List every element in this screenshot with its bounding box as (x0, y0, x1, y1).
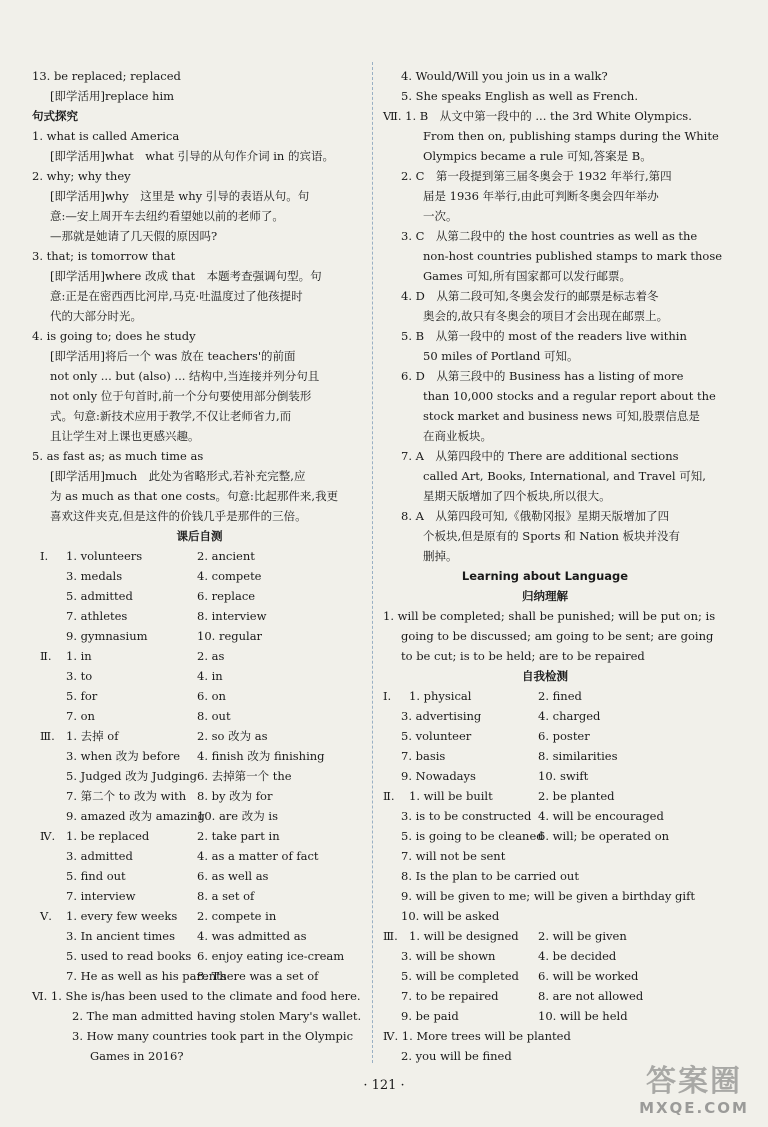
answer-text: 1. 去掉 of (66, 729, 119, 743)
answer-row (32, 826, 367, 846)
answer-line: 奥会的,故只有冬奥会的项目才会出现在邮票上。 (423, 309, 669, 323)
answer-line: 届是 1936 年举行,由此可判断冬奥会四年举办 (423, 189, 659, 203)
answer-line: not only ... but (also) ... 结构中,当连接并列分句且 (50, 369, 320, 383)
answer-cell-left (32, 706, 197, 726)
section-numeral: Ⅲ. (40, 729, 55, 743)
answer-line: 意:—安上周开车去纽约看望她以前的老师了。 (50, 209, 284, 223)
answer-text: 5. used to read books (66, 949, 192, 963)
answer-text: 7. on (66, 709, 95, 723)
answer-line: 1. will be completed; shall be punished; will be put on; is (383, 609, 716, 623)
answer-text: 1. physical (409, 689, 472, 703)
answer-cell-left (32, 766, 197, 786)
answer-text: 9. amazed 改为 amazing (66, 809, 205, 823)
answer-row (32, 606, 367, 626)
answer-line: 喜欢这件夹克,但是这件的价钱几乎是那件的三倍。 (50, 509, 307, 523)
section-heading: 句式探究 (32, 109, 78, 123)
answer-cell-left (32, 886, 197, 906)
section-heading: Learning about Language (461, 569, 629, 583)
answer-text: 5. volunteer (401, 729, 472, 743)
answer-cell-left (383, 986, 538, 1006)
answer-text: 7. He as well as his parents (66, 969, 227, 983)
answer-row (383, 1006, 707, 1026)
answer-cell-right: 6. will be worked (538, 969, 639, 983)
answer-cell-left (383, 706, 538, 726)
answer-cell-left (383, 766, 538, 786)
answer-cell-left (383, 786, 538, 806)
answer-line: non-host countries published stamps to mark those (423, 249, 723, 263)
answer-cell-right: 10. swift (538, 769, 589, 783)
answer-cell-left (32, 726, 197, 746)
answer-text: 7. basis (401, 749, 446, 763)
answer-cell-right: 8. by 改为 for (197, 789, 273, 803)
answer-cell-left (32, 826, 197, 846)
answer-line: 9. will be given to me; will be given a birthday gift (401, 889, 695, 903)
answer-row (32, 666, 367, 686)
answer-cell-left (383, 826, 544, 846)
answer-cell-left (383, 1006, 538, 1026)
answer-line: 3. How many countries took part in the Olympic (72, 1029, 354, 1043)
answer-cell-left (32, 906, 197, 926)
section-heading: 课后自测 (176, 529, 223, 543)
answer-cell-left (32, 546, 197, 566)
answer-row (383, 926, 707, 946)
answer-line: 式。句意:新技术应用于教学,不仅让老师省力,而 (50, 409, 292, 423)
answer-cell-right: 4. as a matter of fact (197, 849, 319, 863)
watermark-logo (634, 1065, 754, 1117)
answer-line: Ⅳ. 1. More trees will be planted (383, 1029, 571, 1043)
answer-cell-right: 4. be decided (538, 949, 617, 963)
answer-text: 7. to be repaired (401, 989, 499, 1003)
answer-cell-right: 2. compete in (197, 909, 277, 923)
answer-row (32, 786, 367, 806)
answer-row (32, 946, 367, 966)
answer-line: 13. be replaced; replaced (32, 69, 181, 83)
answer-cell-right: 8. There was a set of (197, 969, 319, 983)
answer-line: 10. will be asked (401, 909, 500, 923)
answer-line: 5. as fast as; as much time as (32, 449, 204, 463)
answer-line: 代的大部分时光。 (50, 309, 142, 323)
answer-line: 星期天版增加了四个板块,所以很大。 (423, 489, 611, 503)
answer-cell-right: 6. will; be operated on (538, 829, 670, 843)
answer-cell-left (32, 686, 197, 706)
answer-cell-right: 4. was admitted as (197, 929, 307, 943)
answer-text: 3. medals (66, 569, 123, 583)
answer-line: not only 位于句首时,前一个分句要使用部分倒装形 (50, 389, 312, 403)
answer-cell-right: 8. a set of (197, 889, 255, 903)
answer-cell-left (32, 646, 197, 666)
answer-line: 1. what is called America (32, 129, 180, 143)
answer-cell-right: 4. compete (197, 569, 262, 583)
answer-text: 7. athletes (66, 609, 128, 623)
answer-text: 9. Nowadays (401, 769, 476, 783)
section-heading: 自我检测 (522, 669, 568, 683)
answer-cell-right: 8. interview (197, 609, 267, 623)
answer-line: called Art, Books, International, and Travel 可知, (423, 469, 706, 483)
answer-text: 7. 第二个 to 改为 with (66, 789, 187, 803)
answer-text: 1. volunteers (66, 549, 143, 563)
answer-line: to be cut; is to be held; are to be repaired (401, 649, 645, 663)
answer-line: 2. why; why they (32, 169, 131, 183)
answer-row (32, 886, 367, 906)
answer-cell-left (32, 966, 227, 986)
answer-cell-left (32, 806, 205, 826)
answer-cell-right: 6. poster (538, 729, 590, 743)
answer-row (383, 946, 707, 966)
page-number: · 121 · (363, 1078, 405, 1093)
answer-cell-right: 6. on (197, 689, 226, 703)
answer-cell-left (383, 746, 538, 766)
answer-line: [即学活用]where 改成 that 本题考查强调句型。句 (50, 269, 322, 283)
answer-text: 1. every few weeks (66, 909, 178, 923)
section-numeral: Ⅱ. (40, 649, 52, 663)
answer-line: 2. C 第一段提到第三届冬奥会于 1932 年举行,第四 (401, 169, 672, 183)
answer-row (383, 986, 707, 1006)
answer-cell-left (383, 946, 538, 966)
answer-line: Games in 2016? (90, 1049, 184, 1063)
answer-row (32, 726, 367, 746)
answer-cell-left (32, 866, 197, 886)
answer-cell-right: 8. are not allowed (538, 989, 644, 1003)
answer-text: 5. admitted (66, 589, 133, 603)
answer-line: 为 as much as that one costs。句意:比起那件来,我更 (50, 489, 339, 503)
section-numeral: Ⅲ. (383, 929, 398, 943)
answer-row (32, 566, 367, 586)
right-column (383, 66, 723, 1066)
answer-line: [即学活用]much 此处为省略形式,若补充完整,应 (50, 469, 306, 483)
section-numeral: Ⅱ. (383, 789, 395, 803)
answer-row (32, 846, 367, 866)
answer-row (32, 686, 367, 706)
answer-text: 1. will be built (409, 789, 493, 803)
answer-row (32, 866, 367, 886)
answer-cell-left (32, 566, 197, 586)
answer-cell-right: 4. charged (538, 709, 601, 723)
answer-text: 3. advertising (401, 709, 482, 723)
answer-cell-right: 2. take part in (197, 829, 280, 843)
answer-cell-left (32, 786, 197, 806)
answer-cell-right: 2. will be given (538, 929, 627, 943)
answer-row (383, 766, 707, 786)
answer-row (32, 626, 367, 646)
answer-text: 5. is going to be cleaned (401, 829, 544, 843)
answer-line: [即学活用]what what 引导的从句作介词 in 的宾语。 (50, 149, 334, 163)
answer-cell-right: 10. regular (197, 629, 263, 643)
answer-line: From then on, publishing stamps during the White (423, 129, 719, 143)
answer-text: 9. be paid (401, 1009, 459, 1023)
answer-cell-right: 4. finish 改为 finishing (197, 749, 325, 763)
answer-row (383, 826, 707, 846)
answer-row (32, 966, 367, 986)
answer-line: 8. Is the plan to be carried out (401, 869, 579, 883)
answer-line: 个板块,但是原有的 Sports 和 Nation 板块并没有 (423, 529, 681, 543)
answer-row (383, 966, 707, 986)
section-numeral: Ⅳ. (40, 829, 56, 843)
answer-cell-left (383, 686, 538, 706)
answer-cell-right: 6. enjoy eating ice-cream (197, 949, 345, 963)
answer-line: stock market and business news 可知,股票信息是 (423, 409, 700, 423)
answer-line: 7. A 从第四段中的 There are additional sections (401, 449, 679, 463)
answer-text: 3. will be shown (401, 949, 496, 963)
answer-row (32, 806, 367, 826)
answer-text: 5. find out (66, 869, 126, 883)
answer-row (32, 706, 367, 726)
answer-row (32, 906, 367, 926)
answer-text: 1. in (66, 649, 92, 663)
answer-line: going to be discussed; am going to be sent; are going (401, 629, 714, 643)
answer-line: 3. C 从第二段中的 the host countries as well as the (401, 229, 698, 243)
answer-line: Games 可知,所有国家都可以发行邮票。 (423, 269, 631, 283)
answer-text: 5. Judged 改为 Judging (66, 769, 198, 783)
answer-line: 4. D 从第二段可知,冬奥会发行的邮票是标志着冬 (401, 289, 659, 303)
answer-text: 3. admitted (66, 849, 133, 863)
answer-line: 且让学生对上课也更感兴趣。 (50, 429, 200, 443)
answer-line: Olympics became a rule 可知,答案是 B。 (423, 149, 652, 163)
answer-row (383, 706, 707, 726)
answer-text: 3. to (66, 669, 93, 683)
watermark-text: 答案圈 (646, 1064, 742, 1099)
answer-line: 3. that; is tomorrow that (32, 249, 176, 263)
answer-cell-right: 8. out (197, 709, 231, 723)
answer-cell-left (32, 926, 197, 946)
answer-row (383, 746, 707, 766)
answer-text: 3. when 改为 before (66, 749, 181, 763)
answer-line: [即学活用]replace him (50, 89, 175, 103)
answer-line: [即学活用]将后一个 was 放在 teachers'的前面 (50, 349, 296, 363)
answer-cell-left (383, 966, 538, 986)
answer-line: Ⅶ. 1. B 从文中第一段中的 ... the 3rd White Olympics. (383, 109, 692, 123)
answer-text: 3. is to be constructed (401, 809, 532, 823)
answer-cell-right: 2. as (197, 649, 225, 663)
answer-text: 5. will be completed (401, 969, 519, 983)
answer-cell-right: 4. will be encouraged (538, 809, 664, 823)
watermark-url: MXQE.COM (639, 1099, 749, 1117)
answer-line: 4. Would/Will you join us in a walk? (401, 69, 608, 83)
answer-line: 50 miles of Portland 可知。 (423, 349, 579, 363)
answer-cell-left (383, 726, 538, 746)
answer-row (32, 746, 367, 766)
answer-line: 一次。 (423, 209, 458, 223)
section-numeral: Ⅰ. (383, 689, 392, 703)
answer-line: 7. will not be sent (401, 849, 506, 863)
section-heading: 归纳理解 (522, 589, 568, 603)
answer-cell-left (32, 606, 197, 626)
answer-line: Ⅵ. 1. She is/has been used to the climate and food here. (32, 989, 361, 1003)
answer-text: 7. interview (66, 889, 136, 903)
answer-row (32, 766, 367, 786)
answer-cell-right: 10. will be held (538, 1009, 628, 1023)
answer-cell-left (32, 946, 197, 966)
answer-row (32, 586, 367, 606)
answer-cell-left (383, 926, 538, 946)
answer-line: 删掉。 (423, 549, 458, 563)
answer-line: 2. you will be fined (401, 1049, 512, 1063)
answer-cell-left (32, 626, 197, 646)
answer-cell-right: 4. in (197, 669, 223, 683)
answer-cell-right: 8. similarities (538, 749, 618, 763)
answer-cell-right: 2. ancient (197, 549, 255, 563)
answer-text: 1. be replaced (66, 829, 150, 843)
answer-line: 5. She speaks English as well as French. (401, 89, 638, 103)
answer-row (383, 806, 707, 826)
answer-line: —那就是她请了几天假的原因吗? (50, 229, 218, 243)
answer-cell-right: 2. fined (538, 689, 582, 703)
answer-row (32, 646, 367, 666)
answer-row (383, 786, 707, 806)
answer-line: 2. The man admitted having stolen Mary's wallet. (72, 1009, 362, 1023)
answer-cell-left (32, 846, 197, 866)
section-numeral: Ⅴ. (40, 909, 52, 923)
answer-row (383, 686, 707, 706)
answer-cell-right: 10. are 改为 is (197, 809, 278, 823)
answer-row (32, 926, 367, 946)
answer-text: 9. gymnasium (66, 629, 148, 643)
answer-cell-right: 2. be planted (538, 789, 615, 803)
answer-cell-right: 6. replace (197, 589, 256, 603)
section-numeral: Ⅰ. (40, 549, 49, 563)
answer-cell-right: 6. 去掉第一个 the (197, 769, 292, 783)
answer-cell-left (32, 746, 197, 766)
answer-text: 5. for (66, 689, 98, 703)
answer-cell-left (32, 666, 197, 686)
answer-cell-right: 6. as well as (197, 869, 269, 883)
column-divider (372, 62, 373, 1063)
answer-cell-left (32, 586, 197, 606)
answer-line: 4. is going to; does he study (32, 329, 196, 343)
answer-line: than 10,000 stocks and a regular report about the (423, 389, 716, 403)
answer-cell-left (383, 806, 538, 826)
answer-line: 8. A 从第四段可知,《俄勒冈报》星期天版增加了四 (401, 509, 670, 523)
answer-cell-right: 2. so 改为 as (197, 729, 268, 743)
answer-line: 6. D 从第三段中的 Business has a listing of more (401, 369, 684, 383)
answer-text: 3. In ancient times (66, 929, 176, 943)
answer-line: 意:正是在密西西比河岸,马克·吐温度过了他孩提时 (50, 289, 303, 303)
answer-line: 5. B 从第一段中的 most of the readers live within (401, 329, 687, 343)
answer-line: [即学活用]why 这里是 why 引导的表语从句。句 (50, 189, 310, 203)
left-column (32, 66, 367, 1066)
answer-row (383, 726, 707, 746)
answer-row (32, 546, 367, 566)
answer-line: 在商业板块。 (423, 429, 492, 443)
answer-text: 1. will be designed (409, 929, 519, 943)
